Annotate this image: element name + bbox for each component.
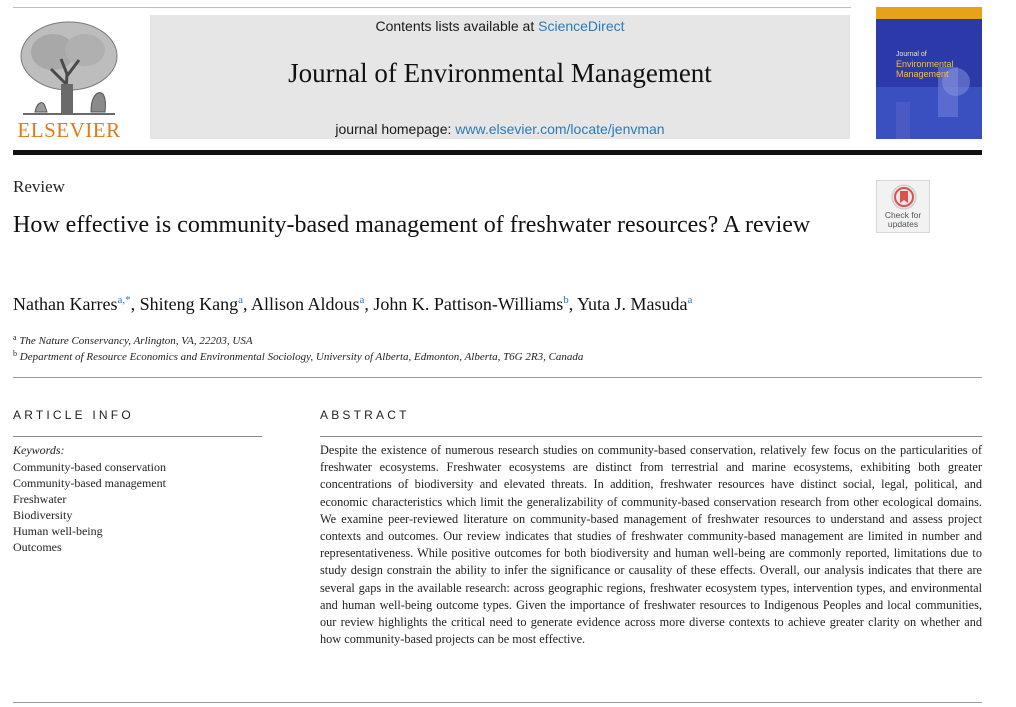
keyword-item: Community-based management: [13, 476, 166, 490]
bookmark-badge-icon: [891, 184, 917, 210]
author-separator: ,: [568, 294, 578, 314]
author-separator: ,: [242, 294, 251, 314]
abstract-rule: [320, 436, 982, 437]
keyword-list: [13, 459, 166, 555]
keyword-item: Community-based conservation: [13, 460, 166, 474]
author-name[interactable]: Shiteng Kang: [139, 294, 239, 314]
keyword-item: Outcomes: [13, 540, 62, 554]
keyword-item: Human well-being: [13, 524, 103, 538]
author-affiliation-mark[interactable]: a: [359, 294, 365, 306]
affiliation-a: [13, 333, 253, 347]
cover-title: Environmental Management: [896, 59, 954, 79]
author-separator: ,: [364, 294, 374, 314]
keyword-item: Freshwater: [13, 492, 67, 506]
header-thick-rule: [13, 150, 982, 155]
author-name[interactable]: John K. Pattison-Williams: [373, 294, 564, 314]
top-rule: [13, 7, 851, 8]
abstract-heading: ABSTRACT: [320, 408, 410, 422]
author-name[interactable]: Yuta J. Masuda: [577, 294, 688, 314]
author-affiliation-mark[interactable]: a: [238, 294, 243, 306]
abstract-text: Despite the existence of numerous research studies on community-based conservation, relatively few focus on the particularities of freshwater ecosystems. Freshwater ecosystems are distinct from terrestrial and marine ecosystems, exhibiting both greater concentrations of biodiversity and elevated threats. In addition, freshwater resources have distinct social, legal, political, and economic characteristics which limit the generalizability of community-based conservation research from other ecological domains. We examine peer-reviewed literature on community-based management of freshwater resources to understand and assess project contexts and outcomes. Our review indicates that studies of freshwater community-based management are limited in number and representativeness. While positive outcomes for both biodiversity and human well-being are commonly reported, limitations due to study design constrain the ability to infer the significance or causality of these effects. Overall, our analysis indicates that there are several gaps in the available research: across geographic regions, freshwater ecosystem types, intervention types, and environmental and human well-being outcome types. Given the importance of freshwater resources to Indigenous Peoples and local communities, our review highlights the critical need to generate evidence across more diverse contexts to achieve greater clarity on whether and how community-based projects can be most effective.: [320, 443, 982, 647]
author-name[interactable]: Allison Aldous: [251, 294, 360, 314]
homepage-line: [150, 121, 850, 137]
article-info-rule: [13, 436, 262, 437]
author-affiliation-mark[interactable]: a,*: [117, 294, 131, 306]
contents-line: [150, 18, 850, 34]
article-info-heading: ARTICLE INFO: [13, 408, 134, 422]
keyword-item: Biodiversity: [13, 508, 73, 522]
affiliation-mark: b: [13, 349, 17, 358]
section-divider: [13, 377, 982, 378]
journal-title: Journal of Environmental Management: [288, 58, 712, 88]
affiliation-mark: a: [13, 333, 17, 342]
article-title: How effective is community-based management of freshwater resources? A review: [13, 212, 811, 238]
article-type: Review: [13, 177, 65, 196]
cover-small-text: Journal of: [896, 51, 927, 58]
keywords-label: Keywords:: [13, 443, 65, 457]
author-list: [13, 294, 973, 315]
check-for-updates-label: Check for updates: [884, 210, 922, 229]
check-for-updates-button[interactable]: [876, 180, 930, 233]
author-affiliation-mark[interactable]: b: [563, 294, 569, 306]
bottom-rule: [13, 702, 982, 703]
affiliation-b: [13, 349, 583, 363]
journal-homepage-link[interactable]: www.elsevier.com/locate/jenvman: [455, 121, 665, 137]
contents-prefix: Contents lists available at: [375, 18, 539, 34]
publisher-wordmark: ELSEVIER: [17, 118, 121, 142]
author-separator: ,: [130, 294, 140, 314]
journal-cover-image: [876, 7, 982, 139]
sciencedirect-link[interactable]: ScienceDirect: [538, 18, 625, 34]
affiliation-text: Department of Resource Economics and Environmental Sociology, University of Alberta, Edmonton, Alberta, T6G 2R3, Canada: [19, 351, 584, 363]
author-affiliation-mark[interactable]: a: [687, 294, 693, 306]
affiliation-text: The Nature Conservancy, Arlington, VA, 22203, USA: [19, 335, 253, 347]
homepage-prefix: journal homepage:: [335, 121, 456, 137]
author-name[interactable]: Nathan Karres: [13, 294, 118, 314]
